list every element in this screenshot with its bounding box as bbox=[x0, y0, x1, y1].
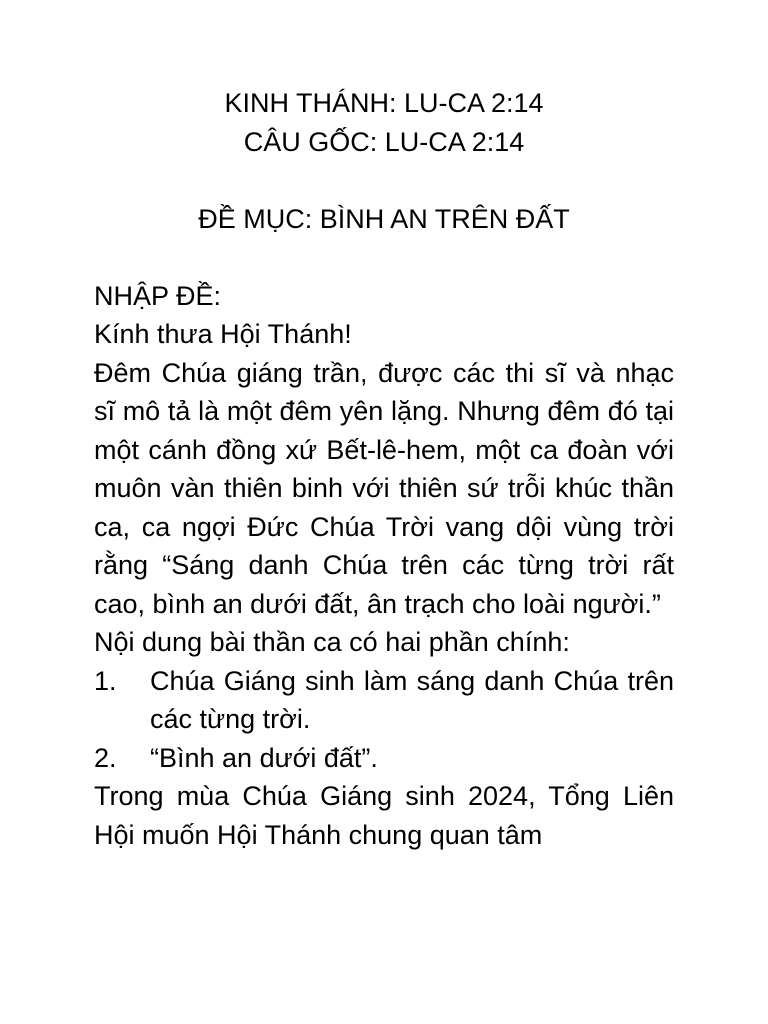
list-item-text: Chúa Giáng sinh làm sáng danh Chúa trên các từng trời. bbox=[150, 665, 674, 734]
closing-paragraph: Trong mùa Chúa Giáng sinh 2024, Tổng Liên Hội muốn Hội Thánh chung quan tâm bbox=[94, 781, 674, 850]
document-page bbox=[94, 84, 674, 854]
list-item bbox=[94, 662, 674, 739]
list-item bbox=[94, 739, 674, 778]
key-verse: CÂU GỐC: LU-CA 2:14 bbox=[243, 126, 525, 157]
spacer bbox=[94, 238, 674, 277]
intro-paragraph: Đêm Chúa giáng trần, được các thi sĩ và nhạc sĩ mô tả là một đêm yên lặng. Nhưng đêm đó tại một cánh đồng xứ Bết-lê-hem, một ca đoàn với muôn vàn thiên binh với thiên sứ trỗi khúc thần ca, ca ngợi Đức Chúa Trời vang dội vùng trời rằng “Sáng danh Chúa trên các từng trời rất cao, bình an dưới đất, ân trạch cho loài người.” bbox=[94, 357, 674, 619]
sermon-topic: ĐỀ MỤC: BÌNH AN TRÊN ĐẤT bbox=[198, 203, 570, 234]
scripture-reference: KINH THÁNH: LU-CA 2:14 bbox=[224, 88, 544, 118]
list-item-text: “Bình an dưới đất”. bbox=[150, 742, 378, 773]
greeting: Kính thưa Hội Thánh! bbox=[94, 319, 352, 349]
main-points-list bbox=[94, 662, 674, 778]
spacer bbox=[94, 161, 674, 200]
list-intro: Nội dung bài thần ca có hai phần chính: bbox=[94, 627, 570, 657]
list-item-number: 2. bbox=[94, 742, 117, 773]
intro-heading: NHẬP ĐỀ: bbox=[94, 280, 222, 311]
list-item-number: 1. bbox=[94, 665, 117, 696]
